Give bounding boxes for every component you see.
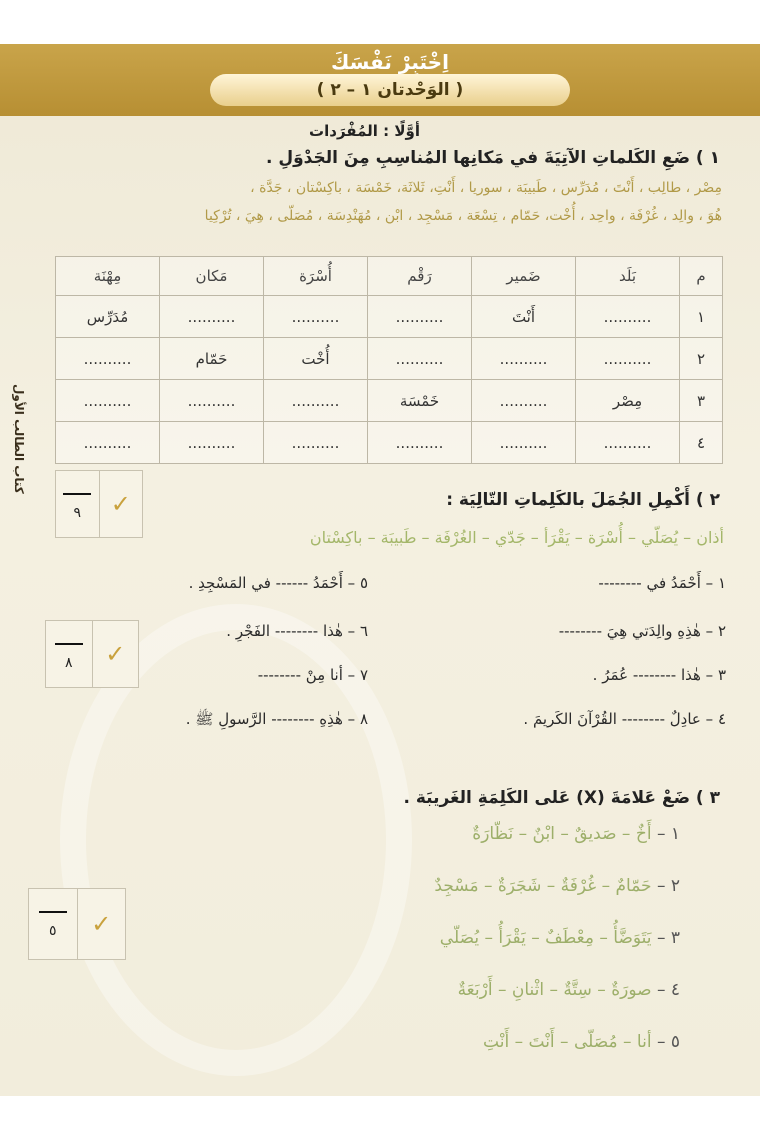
- table-cell: ..........: [472, 338, 576, 380]
- workbook-page: [0, 44, 760, 1096]
- check-cell: [77, 889, 126, 959]
- table-cell: ..........: [160, 296, 264, 338]
- check-mark-icon: ✓: [105, 640, 126, 668]
- q3-item-number: ٥ –: [656, 1032, 680, 1052]
- table-cell: ..........: [264, 380, 368, 422]
- score-box-q2: [45, 620, 139, 688]
- q2-word-bank: أذان – يُصَلّي – أُسْرَة – يَقْرَأ – جَدّي – الغُرْفَة – طَبيبَة – باكِسْتان: [309, 528, 724, 547]
- score-box-q1: [55, 470, 143, 538]
- table-cell: ..........: [472, 422, 576, 464]
- table-header-row: [56, 257, 723, 296]
- score-value: ٩: [73, 505, 82, 521]
- score-box-q3: [28, 888, 126, 960]
- spine-label: كتاب الطالب الأول: [12, 384, 26, 494]
- q3-item: [434, 876, 680, 896]
- sentence-7: ٧ – أنا مِنْ --------: [257, 666, 368, 684]
- table-cell: ٣: [680, 380, 723, 422]
- q3-title: ٣ ) ضَعْ عَلامَةَ (X) عَلى الكَلِمَةِ الغَريبَة .: [403, 788, 720, 808]
- sentence-6: ٦ – هٰذا -------- الفَجْرِ .: [226, 622, 368, 640]
- table-row: [56, 422, 723, 464]
- score-value-cell: [46, 621, 92, 687]
- header-family: أُسْرَة: [264, 257, 368, 296]
- sentence-2: ٢ – هٰذِهِ والِدَتي هِيَ --------: [558, 622, 726, 640]
- table-cell: أُخْت: [264, 338, 368, 380]
- sentence-5: ٥ – أَحْمَدُ ------ في المَسْجِدِ .: [188, 574, 368, 592]
- q3-item-words: صورَةٌ – سِتَّةٌ – اثْنانِ – أَرْبَعَةٌ: [457, 980, 652, 1000]
- table-cell: ..........: [160, 380, 264, 422]
- score-value: ٨: [64, 655, 73, 671]
- header-profession: مِهْنَة: [56, 257, 160, 296]
- table-cell: ٤: [680, 422, 723, 464]
- q1-title: ١ ) ضَعِ الكَلماتِ الآتِيَةَ في مَكانِها المُناسِبِ مِنَ الجَدْوَلِ .: [265, 148, 720, 168]
- check-mark-icon: ✓: [91, 910, 112, 938]
- header-country: بَلَد: [576, 257, 680, 296]
- table-row: [56, 380, 723, 422]
- table-row: [56, 296, 723, 338]
- q2-title: ٢ ) أَكْمِلِ الجُمَلَ بالكَلِماتِ التّالِيَة :: [446, 490, 720, 510]
- header-place: مَكان: [160, 257, 264, 296]
- vocab-table: [55, 256, 723, 464]
- table-cell: حَمّام: [160, 338, 264, 380]
- header-index: م: [680, 257, 723, 296]
- table-cell: ..........: [160, 422, 264, 464]
- q3-item-words: حَمّامٌ – غُرْفَةٌ – شَجَرَةٌ – مَسْجِدٌ: [434, 876, 652, 896]
- q3-item: [483, 1032, 680, 1052]
- score-value-cell: [56, 471, 99, 537]
- table-cell: ١: [680, 296, 723, 338]
- score-divider: [55, 643, 83, 645]
- check-cell: [92, 621, 139, 687]
- score-value: ٥: [48, 923, 57, 939]
- table-cell: ..........: [472, 380, 576, 422]
- table-cell: ..........: [56, 380, 160, 422]
- q3-item-number: ٣ –: [656, 928, 680, 948]
- table-cell: ..........: [368, 422, 472, 464]
- table-cell: ..........: [264, 296, 368, 338]
- q3-item-number: ٢ –: [656, 876, 680, 896]
- q3-item: [458, 980, 680, 1000]
- table-cell: ..........: [576, 296, 680, 338]
- table-cell: ..........: [368, 338, 472, 380]
- check-mark-icon: ✓: [110, 490, 131, 518]
- word-line-2: هُوَ ، والِد ، غُرْفَة ، واحِد ، أُخْت، حَمّام ، تِسْعَة ، مَسْجِد ، ابْن ، مُهَنْدِسَة ، مُصَلّى ، هِيَ ، تُرْكِيا: [204, 208, 722, 224]
- score-divider: [63, 493, 91, 495]
- q3-item-words: يَتَوَضَّأُ – مِعْطَفٌ – يَقْرَأُ – يُصَلّي: [439, 928, 652, 948]
- header-number: رَقْم: [368, 257, 472, 296]
- check-cell: [99, 471, 143, 537]
- table-cell: ..........: [576, 338, 680, 380]
- q3-item-words: أَخٌ – صَديقٌ – ابْنٌ – نَظّارَةٌ: [472, 824, 652, 844]
- table-cell: ..........: [576, 422, 680, 464]
- sentence-8: ٨ – هٰذِهِ -------- الرَّسولِ ﷺ .: [185, 710, 368, 728]
- q3-item: [472, 824, 680, 844]
- table-cell: أَنْتَ: [472, 296, 576, 338]
- table-cell: ..........: [56, 338, 160, 380]
- sentence-3: ٣ – هٰذا -------- عُمَرُ .: [592, 666, 726, 684]
- sentence-4: ٤ – عادِلٌ -------- القُرْآنَ الكَريمَ .: [523, 710, 726, 728]
- page-title: اِخْتَبِرْ نَفْسَكَ: [331, 50, 449, 74]
- header-pronoun: ضَمير: [472, 257, 576, 296]
- table-cell: مِصْر: [576, 380, 680, 422]
- table-cell: مُدَرِّس: [56, 296, 160, 338]
- table-cell: ٢: [680, 338, 723, 380]
- sentence-1: ١ – أَحْمَدُ في --------: [598, 574, 726, 592]
- score-value-cell: [29, 889, 77, 959]
- q3-item-words: أنا – مُصَلّى – أَنْتَ – أَنْتِ: [483, 1032, 652, 1052]
- table-cell: ..........: [264, 422, 368, 464]
- score-divider: [39, 911, 67, 913]
- page-subtitle: ( الوَحْدتان ١ – ٢ ): [210, 74, 570, 106]
- table-cell: ..........: [368, 296, 472, 338]
- table-row: [56, 338, 723, 380]
- word-line-1: مِصْر ، طالِب ، أَنْتَ ، مُدَرِّس ، طَبيبَة ، سوريا ، أَنْتِ، ثَلاثَة، خَمْسَة ، باكِسْتان ، جَدَّة ،: [250, 180, 722, 196]
- table-cell: ..........: [56, 422, 160, 464]
- q3-item: [440, 928, 680, 948]
- q3-item-number: ٤ –: [656, 980, 680, 1000]
- header-band: [0, 44, 760, 116]
- q3-item-number: ١ –: [656, 824, 680, 844]
- vocab-heading: أوَّلًا : المُفْرَدات: [309, 122, 420, 140]
- table-cell: خَمْسَة: [368, 380, 472, 422]
